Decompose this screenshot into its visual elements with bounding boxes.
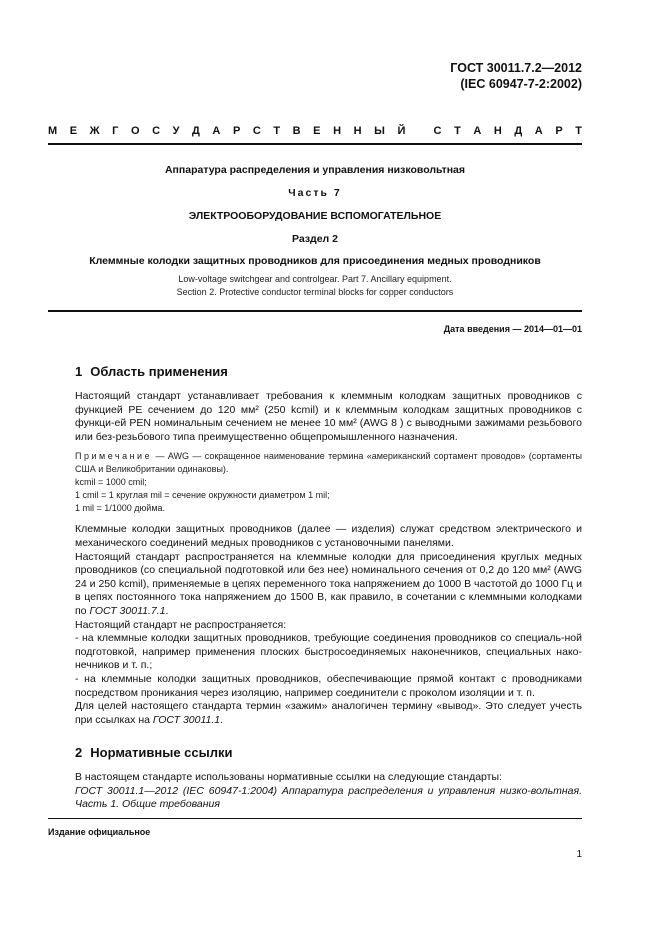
banner-letter: Й bbox=[397, 125, 406, 137]
note-text: — AWG — сокращенное наименование термина «американский сортамент проводов» (сортаменты США и Великобритании одинаковы). bbox=[75, 451, 582, 475]
section-2-number: 2 bbox=[75, 745, 83, 760]
banner-letter: Н bbox=[333, 125, 342, 137]
paragraph-text: Настоящий стандарт распространяется на клеммные колодки для присоединения круглых медных проводников (со специальной подготовкой или без нее) номинального сечения от 0,2 до 120 мм² (AWG 24 и 250 kcmil), применяемые в цепях переменного тока напряжением до 1000 В частотой до 1000 Гц и в цепях постоянного тока напряжением до 1500 В, как правило, в сочетании с клеммными колодками по bbox=[75, 550, 582, 617]
banner-letter: О bbox=[130, 125, 140, 137]
paragraph bbox=[75, 700, 582, 727]
banner-letter: Т bbox=[454, 125, 461, 137]
note bbox=[75, 450, 582, 515]
title-rule bbox=[48, 310, 582, 312]
banner-letter: А bbox=[473, 125, 482, 137]
note-line: 1 mil = 1/1000 дюйма. bbox=[75, 503, 166, 514]
edition-label: Издание официальное bbox=[48, 827, 151, 837]
banner-letter: А bbox=[212, 125, 221, 137]
banner-letter bbox=[418, 125, 421, 137]
paragraph: Настоящий стандарт не распространяется: bbox=[75, 618, 287, 631]
page-number: 1 bbox=[576, 849, 582, 860]
interstate-standard-banner bbox=[48, 125, 582, 137]
banner-letter: С bbox=[152, 125, 161, 137]
title-section: Раздел 2 bbox=[292, 233, 338, 245]
paragraph: Клеммные колодки защитных проводников (далее — изделия) служат средством электрического и механического соединений медных проводников с установочными панелями. bbox=[75, 523, 582, 549]
banner-letter: Ж bbox=[89, 125, 100, 137]
section-1-title: Область применения bbox=[90, 364, 228, 379]
banner-letter: Е bbox=[313, 125, 321, 137]
section-1-heading bbox=[75, 364, 228, 379]
section-1-number: 1 bbox=[75, 364, 83, 379]
note-label: Примечание bbox=[75, 451, 153, 462]
paragraph: Настоящий стандарт устанавливает требования к клеммным колодкам защитных проводников с функцией PE сечением до 120 мм² (250 kcmil) и к клеммным колодкам защитных проводников с функци-ей PEN номинальным сечением не менее 10 мм² (AWG 8 ) с выводными зажимами резьбового или без-резьбового типа преимущественно общепромышленного назначения. bbox=[75, 390, 582, 443]
paragraph-end: . bbox=[165, 604, 169, 617]
paragraph: В настоящем стандарте использованы нормативные ссылки на следующие стандарты: bbox=[75, 771, 502, 783]
iec-number: (IEC 60947-7-2:2002) bbox=[460, 77, 582, 91]
bullet-item: - на клеммные колодки защитных проводников, требующие соединения проводников со специаль-ной подготовкой, например применения плоских быстросоединяемых наконечников, специальных нако-нечников и т. п.; bbox=[75, 632, 582, 672]
banner-letter: Е bbox=[69, 125, 78, 137]
banner-letter: М bbox=[48, 125, 58, 137]
banner-letter: В bbox=[292, 125, 301, 137]
banner-rule bbox=[48, 143, 582, 145]
title-line-1: Аппаратура распределения и управления низковольтная bbox=[164, 164, 466, 176]
reference-gost-30011-1-entry: ГОСТ 30011.1—2012 (IEC 60947-1:2004) Аппаратура распределения и управления низко-вольтная. Часть 1. Общие требования bbox=[75, 784, 582, 811]
paragraph bbox=[75, 551, 582, 619]
title-english-1: Low-voltage switchgear and controlgear. Part 7. Ancillary equipment. bbox=[178, 274, 452, 284]
banner-letter: Д bbox=[514, 125, 523, 137]
paragraph-end: . bbox=[220, 713, 224, 726]
banner-letter: Ы bbox=[374, 125, 385, 137]
banner-letter: Д bbox=[192, 125, 200, 137]
date-of-introduction: Дата введения — 2014—01—01 bbox=[443, 324, 582, 334]
reference-gost-30011-1: ГОСТ 30011.1 bbox=[152, 713, 221, 726]
bullet-item: - на клеммные колодки защитных проводников, обеспечивающие прямой контакт с проводниками посредством проникания через изоляцию, например соединители с проколом изоляции и т. п. bbox=[75, 672, 582, 699]
banner-letter: Р bbox=[555, 125, 563, 137]
standard-number: ГОСТ 30011.7.2—2012 bbox=[450, 61, 582, 75]
banner-letter: Н bbox=[353, 125, 362, 137]
note-line: 1 cmil = 1 круглая mil = сечение окружности диаметром 1 mil; bbox=[75, 490, 330, 501]
banner-letter: С bbox=[433, 125, 442, 137]
banner-letter: Т bbox=[575, 125, 582, 137]
note-line: kcmil = 1000 cmil; bbox=[75, 477, 147, 488]
banner-letter: У bbox=[172, 125, 180, 137]
title-block bbox=[48, 164, 582, 298]
banner-letter: Т bbox=[273, 125, 281, 137]
banner-letter: С bbox=[252, 125, 261, 137]
banner-letter: Н bbox=[493, 125, 502, 137]
standard-number-block bbox=[450, 60, 582, 92]
section-2-body bbox=[75, 771, 582, 812]
section-2-heading bbox=[75, 745, 232, 760]
banner-letter: Р bbox=[232, 125, 241, 137]
title-english-2: Section 2. Protective conductor terminal blocks for copper conductors bbox=[176, 286, 454, 297]
footer-rule bbox=[48, 818, 582, 819]
title-line-3: ЭЛЕКТРООБОРУДОВАНИЕ ВСПОМОГАТЕЛЬНОЕ bbox=[188, 210, 442, 222]
title-line-5: Клеммные колодки защитных проводников для присоединения медных проводников bbox=[89, 255, 541, 267]
paragraph-text: Для целей настоящего стандарта термин «зажим» аналогичен термину «вывод». Это следует учесть при ссылках на bbox=[75, 700, 582, 726]
section-2-title: Нормативные ссылки bbox=[90, 745, 233, 760]
section-1-body bbox=[75, 390, 582, 727]
reference-gost-30011-7-1: ГОСТ 30011.7.1 bbox=[89, 604, 166, 617]
banner-letter: А bbox=[534, 125, 543, 137]
banner-letter: Г bbox=[112, 125, 119, 137]
title-part: Часть 7 bbox=[288, 187, 342, 199]
